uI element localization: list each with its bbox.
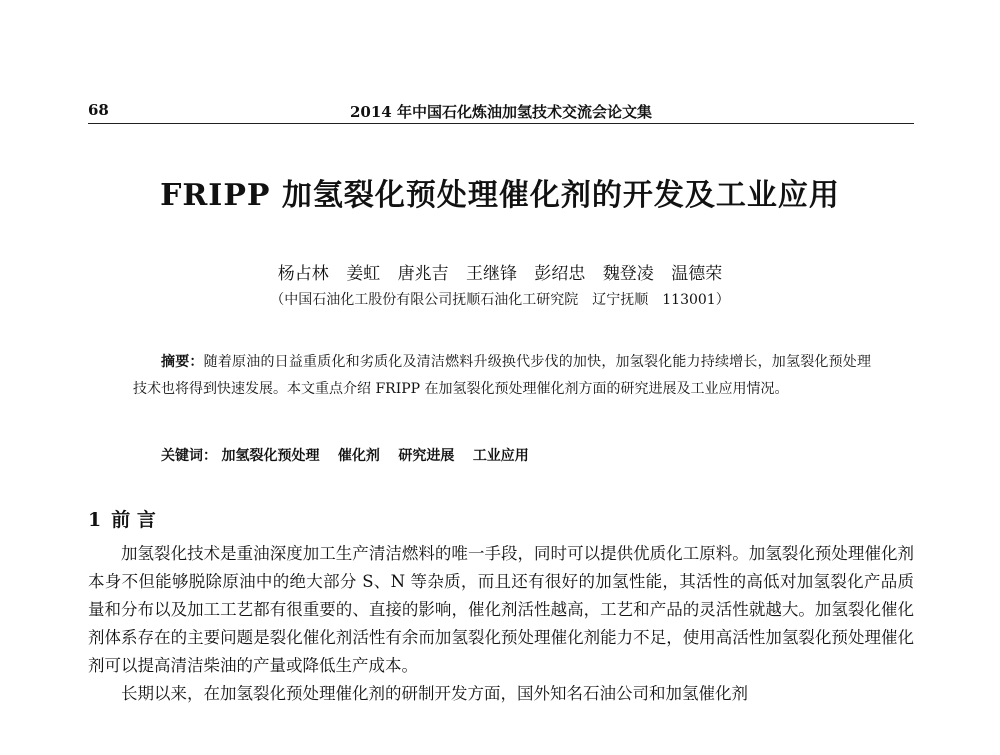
keyword: 研究进展 xyxy=(398,448,455,464)
author-list xyxy=(0,259,1000,284)
abstract-label: 摘要： xyxy=(161,354,204,370)
author: 王继锋 xyxy=(466,264,517,284)
keyword: 加氢裂化预处理 xyxy=(221,448,320,464)
abstract-text: 随着原油的日益重质化和劣质化及清洁燃料升级换代步伐的加快，加氢裂化能力持续增长，加氢裂化预处理技术也将得到快速发展。本文重点介绍 FRIPP 在加氢裂化预处理催化剂方面的研究进展及工业应用情况。 xyxy=(133,354,872,397)
keywords-label: 关键词： xyxy=(161,448,217,464)
author: 彭绍忠 xyxy=(534,264,586,284)
author: 魏登凌 xyxy=(602,264,654,284)
section-title: 前 言 xyxy=(111,509,156,531)
paper-title: FRIPP 加氢裂化预处理催化剂的开发及工业应用 xyxy=(160,178,840,213)
author: 温德荣 xyxy=(671,264,723,284)
section-number: 1 xyxy=(88,509,102,531)
paragraph: 长期以来，在加氢裂化预处理催化剂的研制开发方面，国外知名石油公司和加氢催化剂 xyxy=(121,684,748,703)
keyword: 催化剂 xyxy=(337,448,380,464)
author: 唐兆吉 xyxy=(397,264,449,284)
journal-title: 2014 年中国石化炼油加氢技术交流会论文集 xyxy=(350,103,652,121)
paragraph: 加氢裂化技术是重油深度加工生产清洁燃料的唯一手段，同时可以提供优质化工原料。加氢裂化预处理催化剂本身不但能够脱除原油中的绝大部分 S、N 等杂质，而且还有很好的加氢性能，其活性的高低对加氢裂化产品质量和分布以及加工工艺都有很重要的、直接的影响，催化剂活性越高，工艺和产品的灵活性就越大。加氢裂化催化剂体系存在的主要问题是裂化催化剂活性有余而加氢裂化预处理催化剂能力不足，使用高活性加氢裂化预处理催化剂可以提高清洁柴油的产量或降低生产成本。 xyxy=(88,544,914,675)
keyword: 工业应用 xyxy=(472,448,529,464)
abstract xyxy=(133,349,871,403)
author: 杨占林 xyxy=(277,264,329,284)
keywords xyxy=(161,445,871,467)
page-number: 68 xyxy=(88,101,109,119)
affiliation: （中国石油化工股份有限公司抚顺石油化工研究院 辽宁抚顺 113001） xyxy=(270,292,730,308)
section-heading xyxy=(88,505,156,532)
author: 姜虹 xyxy=(346,264,381,284)
body-text xyxy=(88,540,914,708)
running-header xyxy=(88,101,914,124)
